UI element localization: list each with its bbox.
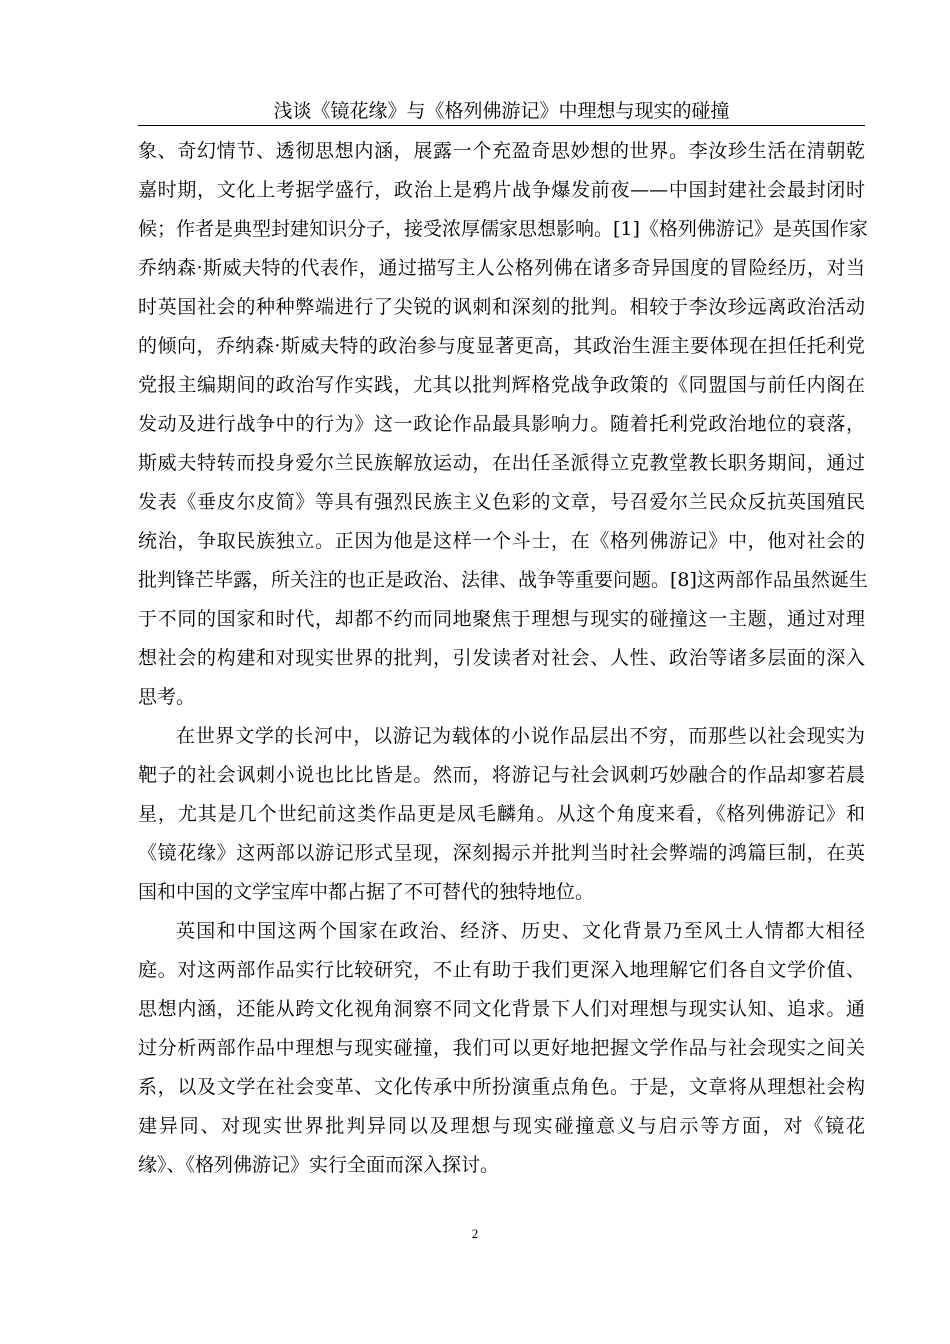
text-line: 发动及进行战争中的行为》这一政论作品最具影响力。随着托利党政治地位的衰落， [138, 413, 865, 435]
header-rule [138, 125, 865, 126]
text-line: 系，以及文学在社会变革、文化传承中所扮演重点角色。于是，文章将从理想社会构 [138, 1076, 865, 1098]
text-line: 党报主编期间的政治写作实践，尤其以批判辉格党战争政策的《同盟国与前任内阁在 [138, 374, 865, 396]
text-line: 乔纳森·斯威夫特的代表作，通过描写主人公格列佛在诸多奇异国度的冒险经历，对当 [138, 257, 865, 279]
text-line: 建异同、对现实世界批判异同以及理想与现实碰撞意义与启示等方面，对《镜花 [138, 1115, 865, 1137]
text-line: 候；作者是典型封建知识分子，接受浓厚儒家思想影响。[1]《格列佛游记》是英国作家 [138, 218, 868, 240]
text-line: 过分析两部作品中理想与现实碰撞，我们可以更好地把握文学作品与社会现实之间关 [138, 1037, 865, 1059]
text-line: 时英国社会的种种弊端进行了尖锐的讽刺和深刻的批判。相较于李汝珍远离政治活动 [138, 296, 865, 318]
paragraph-3 [138, 912, 865, 1185]
text-line: 星，尤其是几个世纪前这类作品更是凤毛麟角。从这个角度来看，《格列佛游记》和 [138, 803, 865, 825]
text-line: 靶子的社会讽刺小说也比比皆是。然而，将游记与社会讽刺巧妙融合的作品却寥若晨 [138, 764, 865, 786]
text-line: 嘉时期，文化上考据学盛行，政治上是鸦片战争爆发前夜——中国封建社会最封闭时 [138, 179, 865, 201]
text-line: 于不同的国家和时代，却都不约而同地聚焦于理想与现实的碰撞这一主题，通过对理 [138, 608, 865, 630]
body-text [138, 132, 868, 1185]
text-line: 庭。对这两部作品实行比较研究，不止有助于我们更深入地理解它们各自文学价值、 [138, 959, 865, 981]
text-line: 缘》、《格列佛游记》实行全面而深入探讨。 [138, 1154, 500, 1176]
text-line: 象、奇幻情节、透彻思想内涵，展露一个充盈奇思妙想的世界。李汝珍生活在清朝乾 [138, 140, 865, 162]
text-line: 思考。 [138, 686, 196, 708]
paragraph-2 [138, 717, 865, 912]
running-header-title: 浅谈《镜花缘》与《格列佛游记》中理想与现实的碰撞 [273, 100, 730, 122]
page-number: 2 [471, 1226, 479, 1241]
paragraph-1 [138, 132, 868, 717]
text-line: 想社会的构建和对现实世界的批判，引发读者对社会、人性、政治等诸多层面的深入 [138, 647, 865, 669]
text-line: 斯威夫特转而投身爱尔兰民族解放运动，在出任圣派得立克教堂教长职务期间，通过 [138, 452, 865, 474]
text-line: 批判锋芒毕露，所关注的也正是政治、法律、战争等重要问题。[8]这两部作品虽然诞生 [138, 569, 868, 591]
text-line: 国和中国的文学宝库中都占据了不可替代的独特地位。 [138, 881, 595, 903]
text-line: 英国和中国这两个国家在政治、经济、历史、文化背景乃至风土人情都大相径 [176, 920, 865, 942]
text-line: 思想内涵，还能从跨文化视角洞察不同文化背景下人们对理想与现实认知、追求。通 [138, 998, 865, 1020]
text-line: 的倾向，乔纳森·斯威夫特的政治参与度显著更高，其政治生涯主要体现在担任托利党 [138, 335, 865, 357]
text-line: 发表《垂皮尔皮简》等具有强烈民族主义色彩的文章，号召爱尔兰民众反抗英国殖民 [138, 491, 865, 513]
text-line: 在世界文学的长河中，以游记为载体的小说作品层出不穷，而那些以社会现实为 [176, 725, 865, 747]
text-line: 《镜花缘》这两部以游记形式呈现，深刻揭示并批判当时社会弊端的鸿篇巨制，在英 [138, 842, 865, 864]
text-line: 统治，争取民族独立。正因为他是这样一个斗士，在《格列佛游记》中，他对社会的 [138, 530, 865, 552]
